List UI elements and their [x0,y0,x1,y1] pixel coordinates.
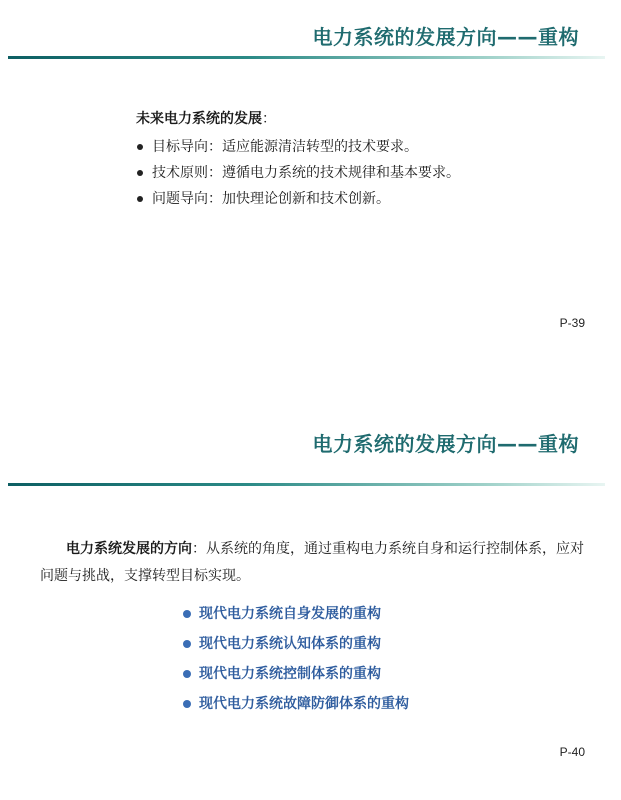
list-item-text: 目标导向：适应能源清洁转型的技术要求。 [152,139,418,155]
direction-body: ：从系统的角度，通过重构电力系统自身和运行控制体系，应对问题与挑战，支撑转型目标实现。 [40,541,584,584]
bullet-dot-icon [137,144,143,150]
section-heading [136,108,276,128]
direction-paragraph [40,536,588,590]
heading-colon: ： [262,111,276,127]
page-number: P-40 [559,745,585,759]
title-underline [8,56,605,59]
bullet-dot-icon [183,640,191,648]
list-item [183,599,409,629]
list-item [136,186,460,212]
bullet-dot-icon [137,170,143,176]
list-item-text: 现代电力系统自身发展的重构 [199,606,381,622]
bullet-dot-icon [183,700,191,708]
list-item-text: 问题导向：加快理论创新和技术创新。 [152,191,390,207]
bullet-dot-icon [183,670,191,678]
list-item [136,134,460,160]
list-item [183,629,409,659]
list-item [183,689,409,719]
direction-lead: 电力系统发展的方向 [66,541,192,557]
section-heading-text: 未来电力系统的发展 [136,111,262,127]
bullet-dot-icon [183,610,191,618]
slide-p40 [0,400,621,800]
reconstruction-list [183,599,409,719]
list-item [183,659,409,689]
bullet-list [136,134,460,212]
slide-title: 电力系统的发展方向——重构 [312,25,579,49]
title-underline [8,483,605,486]
bullet-dot-icon [137,196,143,202]
list-item-text: 现代电力系统认知体系的重构 [199,636,381,652]
list-item-text: 现代电力系统故障防御体系的重构 [199,696,409,712]
list-item-text: 现代电力系统控制体系的重构 [199,666,381,682]
list-item-text: 技术原则：遵循电力系统的技术规律和基本要求。 [152,165,460,181]
page-number: P-39 [559,316,585,330]
list-item [136,160,460,186]
slide-title: 电力系统的发展方向——重构 [312,432,579,456]
